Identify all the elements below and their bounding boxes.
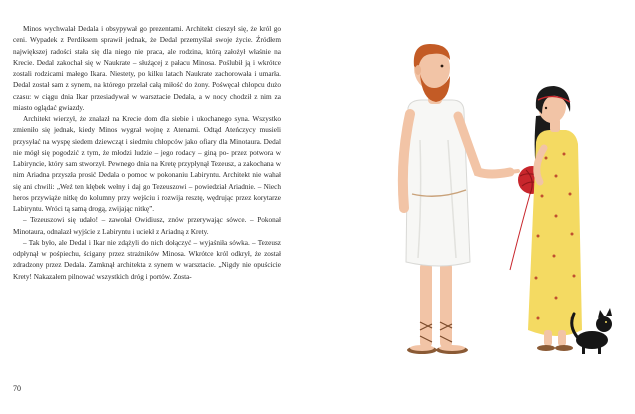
paragraph-2: Architekt wierzył, że znalazł na Krecie dom dla siebie i ukochanego syna. Wszystko zmieniło się jednak, kiedy Minos wygrał wojnę z Atenami. Odtąd Ateńczycy musieli przysyłać na wyspę siedem dziewcząt i siedmiu chłopców jako ofiary dla Minotaura. Dedal nie mógł się pogodzić z tym, że młodzi ludzie – jego rodacy – giną po- przez potwora w Labiryncie, który sam stworzył. Pewnego dnia na Kretę przypłynął Tezeusz, a zakochana w nim Ariadna przyszła prosić Dedala o pomoc w pokonaniu Labiryntu. Architekt nie wahał się ani chwili: „Weź ten kłębek wełny i daj go Tezeuszowi – powiedział Ariadnie. – Niech heros przywiąże nitkę do kolumny przy wejściu i rozwija resztę, wędrując przez korytarze Labiryntu. Wróci tą samą drogą, zwijając nitkę”. [13,115,281,213]
paragraph-4: – Tak było, ale Dedal i Ikar nie zdążyli do nich dołączyć – wyjaśniła sówka. – Tezeusz odpłynął w pośpiechu, ścigany przez strażników Minosa. Wkrótce król odkrył, że został zdradzony przez Dedala. Zamknął architekta z synem w warsztacie. „Nigdy nie opuścicie Krety! Nakazałem pilnować wszystkich dróg i portów. Zosta- [13,238,281,281]
ariadne-figure [528,86,582,351]
page-number: 70 [13,384,21,393]
paragraph-3: – Tezeuszowi się udało! – zawołał Owidiusz, znów przerywając sówce. – Pokonał Minotaura, odnalazł wyjście z Labiryntu i uciekł z Ariadną z Krety. [13,216,281,236]
paragraph-1: Minos wychwalał Dedala i obsypywał go prezentami. Architekt cieszył się, że król go ceni. Wypadek z Perdiksem sprawił jednak, że Dedal przemyślał swoje życie. Źródłem największej radości stała się dla niego nie praca, ale rodzina, którą założył właśnie na Krecie. Dedal zakochał się w Naukrate – służącej z pałacu Minosa. Poślubił ją i wkrótce zostali rodzicami małego Ikara. Niestety, po kilku latach Naukrate zachorowała i umarła. Dedal został sam z synem, na którego przelał całą miłość do żony. Pośwęcał chłopcu dużo czasu: w ciągu dnia Ikar przesiadywał w warsztacie Dedala, a w nocy chodził z nim za miasto oglądać gwiazdy. [13,25,281,112]
text-column [13,24,281,283]
illustration [360,30,625,370]
daedalus-figure [403,44,518,354]
